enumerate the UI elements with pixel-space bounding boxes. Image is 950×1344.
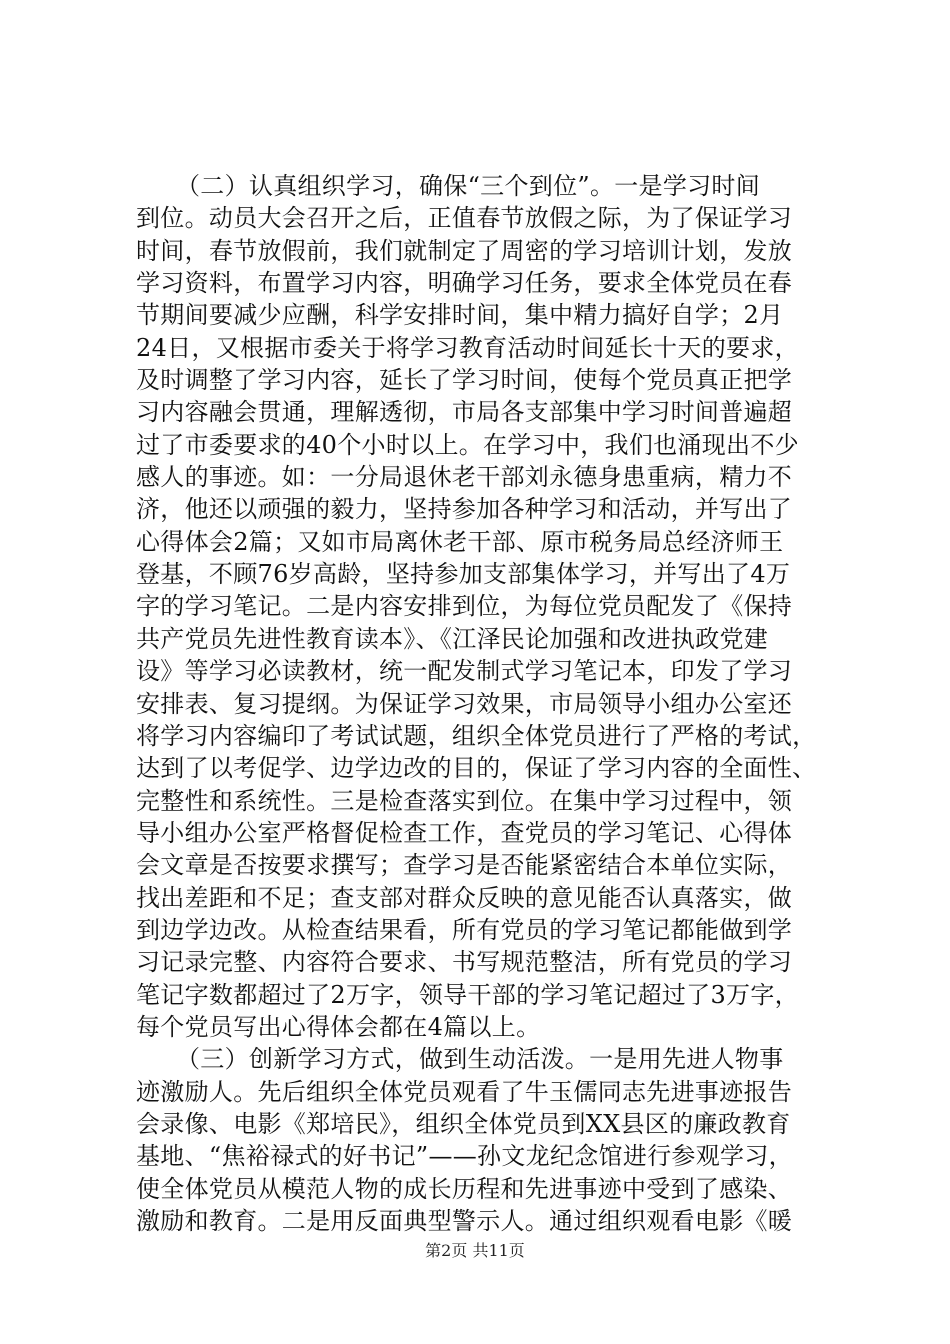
text-line: 安排表、复习提纲。为保证学习效果，市局领导小组办公室还 [136, 689, 793, 718]
text-line: 24日，又根据市委关于将学习教育活动时间延长十天的要求， [136, 333, 799, 362]
text-line: 导小组办公室严格督促检查工作，查党员的学习笔记、心得体 [136, 818, 793, 847]
text-line: 节期间要减少应酬，科学安排时间，集中精力搞好自学；2月 [136, 301, 784, 330]
page-footer: 第2页 共11页 [425, 1241, 525, 1260]
text-line: 设》等学习必读教材，统一配发制式学习笔记本，印发了学习 [136, 657, 793, 686]
text-line: 将学习内容编印了考试试题，组织全体党员进行了严格的考试， [136, 721, 817, 750]
text-line: 及时调整了学习内容，延长了学习时间，使每个党员真正把学 [136, 366, 793, 395]
text-line: 感人的事迹。如：一分局退休老干部刘永德身患重病，精力不 [136, 463, 793, 492]
text-line: 每个党员写出心得体会都在4篇以上。 [136, 1012, 541, 1041]
document-body [136, 170, 826, 1237]
text-line: 会录像、电影《郑培民》，组织全体党员到XX县区的廉政教育 [136, 1109, 791, 1138]
text-line: 习记录完整、内容符合要求、书写规范整洁，所有党员的学习 [136, 948, 793, 977]
text-line: 济，他还以顽强的毅力，坚持参加各种学习和活动，并写出了 [136, 495, 793, 524]
text-line: 完整性和系统性。三是检查落实到位。在集中学习过程中，领 [136, 786, 793, 815]
text-line: 笔记字数都超过了2万字，领导干部的学习笔记超过了3万字， [136, 980, 799, 1009]
text-line: 到边学边改。从检查结果看，所有党员的学习笔记都能做到学 [136, 915, 793, 944]
text-line: 字的学习笔记。二是内容安排到位，为每位党员配发了《保持 [136, 592, 793, 621]
text-line: 共产党员先进性教育读本》、《江泽民论加强和改进执政党建 [136, 624, 769, 653]
text-line: 心得体会2篇；又如市局离休老干部、原市税务局总经济师王 [136, 527, 784, 556]
text-line: 会文章是否按要求撰写；查学习是否能紧密结合本单位实际， [136, 851, 793, 880]
text-line: （二）认真组织学习，确保“三个到位”。一是学习时间 [176, 172, 761, 200]
text-line: 时间，春节放假前，我们就制定了周密的学习培训计划，发放 [136, 236, 793, 265]
text-line: 到位。动员大会召开之后，正值春节放假之际，为了保证学习 [136, 204, 793, 233]
text-line: （三）创新学习方式，做到生动活泼。一是用先进人物事 [176, 1045, 784, 1074]
text-line: 找出差距和不足；查支部对群众反映的意见能否认真落实，做 [136, 883, 793, 912]
text-line: 习内容融会贯通，理解透彻，市局各支部集中学习时间普遍超 [136, 398, 793, 427]
text-line: 使全体党员从模范人物的成长历程和先进事迹中受到了感染、 [136, 1174, 793, 1203]
text-line: 过了市委要求的40个小时以上。在学习中，我们也涌现出不少 [136, 430, 799, 459]
text-line: 登基，不顾76岁高龄，坚持参加支部集体学习，并写出了4万 [136, 560, 791, 589]
text-line: 达到了以考促学、边学边改的目的，保证了学习内容的全面性、 [136, 754, 817, 783]
text-line: 基地、“焦裕禄式的好书记”——孙文龙纪念馆进行参观学习， [136, 1142, 793, 1171]
text-line: 学习资料，布置学习内容，明确学习任务，要求全体党员在春 [136, 269, 793, 298]
text-line: 激励和教育。二是用反面典型警示人。通过组织观看电影《暖 [136, 1207, 793, 1235]
text-line: 迹激励人。先后组织全体党员观看了牛玉儒同志先进事迹报告 [136, 1077, 793, 1106]
